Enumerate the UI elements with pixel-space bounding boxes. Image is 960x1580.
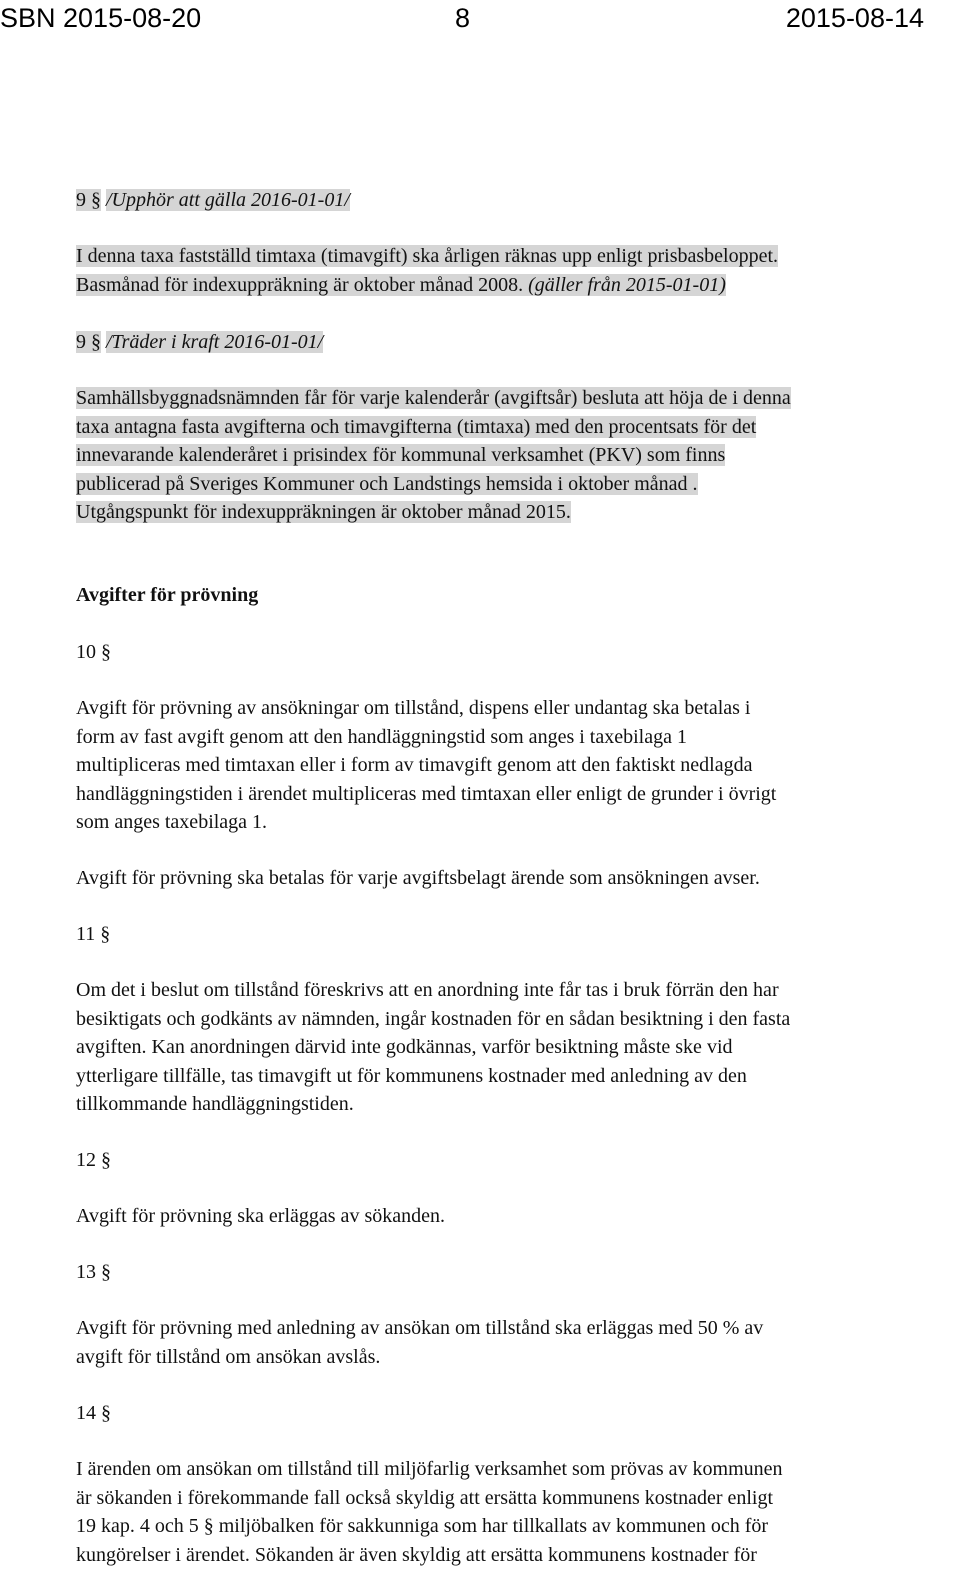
paragraph: Avgift för prövning av ansökningar om tillstånd, dispens eller undantag ska betalas i form av fast avgift genom att den handläggningstid som anges i taxebilaga 1 multipliceras med timtaxan eller i form av timavgift genom att den faktiskt nedlagda handläggningstiden i ärendet multipliceras med timtaxan eller enligt de grunder i övrigt som anges taxebilaga 1. [76,697,777,833]
section-12-label: 12 § [76,1149,111,1171]
section-10-label: 10 § [76,641,111,663]
section-11-paragraph [76,976,956,1119]
section-13-paragraph [76,1314,956,1371]
section-10-paragraph-2 [76,864,956,893]
section-note: /Träder i kraft 2016-01-01/ [106,331,324,353]
header-left: SBN 2015-08-20 [0,3,202,33]
page-header [0,0,960,38]
section-heading: Avgifter för prövning [76,584,259,606]
section-9b-label-line [76,328,323,357]
validity-note: (gäller från 2015-01-01) [523,273,726,296]
section-14-label: 14 § [76,1402,111,1424]
paragraph: Om det i beslut om tillstånd föreskrivs att en anordning inte får tas i bruk förrän den har besiktigats och godkänts av nämnden, ingår kostnaden för en sådan besiktning i den fasta avgiften. Kan anordningen därvid inte godkännas, varför besiktning måste ske vid ytterligare tillfälle, tas timavgift ut för kommunens kostnader med anledning av den tillkommande handläggningstiden. [76,979,791,1115]
section-14-paragraph [76,1455,956,1569]
header-right: 2015-08-14 [785,3,924,33]
section-11-label: 11 § [76,923,111,945]
section-9a-text [76,242,956,299]
section-9a-label-line [76,186,350,215]
section-label: 9 § [76,189,101,211]
section-9b-text [76,384,956,527]
paragraph: Avgift för prövning ska erläggas av sökanden. [76,1205,445,1227]
paragraph: Avgift för prövning med anledning av ansökan om tillstånd ska erläggas med 50 % av avgift för tillstånd om ansökan avslås. [76,1317,764,1368]
section-label: 9 § [76,331,101,353]
page-number: 8 [455,3,471,33]
section-note: /Upphör att gälla 2016-01-01/ [106,189,350,211]
paragraph: Samhällsbyggnadsnämnden får för varje kalenderår (avgiftsår) besluta att höja de i denna taxa antagna fasta avgifterna och timavgifterna (timtaxa) med den procentsats för det innevarande kalenderåret i prisindex för kommunal verksamhet (PKV) som finns publicerad på Sveriges Kommuner och Landstings hemsida i oktober månad . Utgångspunkt för indexuppräkningen är oktober månad 2015. [76,387,791,523]
section-13-label: 13 § [76,1261,111,1283]
section-10-paragraph-1 [76,694,956,837]
section-12-paragraph [76,1202,956,1231]
paragraph: I denna taxa fastställd timtaxa (timavgift) ska årligen räknas upp enligt prisbasbeloppet. Basmånad för indexuppräkning är oktober månad 2008. [76,245,779,296]
paragraph: Avgift för prövning ska betalas för varje avgiftsbelagt ärende som ansökningen avser. [76,867,760,889]
paragraph: I ärenden om ansökan om tillstånd till miljöfarlig verksamhet som prövas av kommunen är sökanden i förekommande fall också skyldig att ersätta kommunens kostnader enligt 19 kap. 4 och 5 § miljöbalken för sakkunniga som har tillkallats av kommunen och för kungörelser i ärendet. Sökanden är även skyldig att ersätta kommunens kostnader för [76,1458,783,1566]
